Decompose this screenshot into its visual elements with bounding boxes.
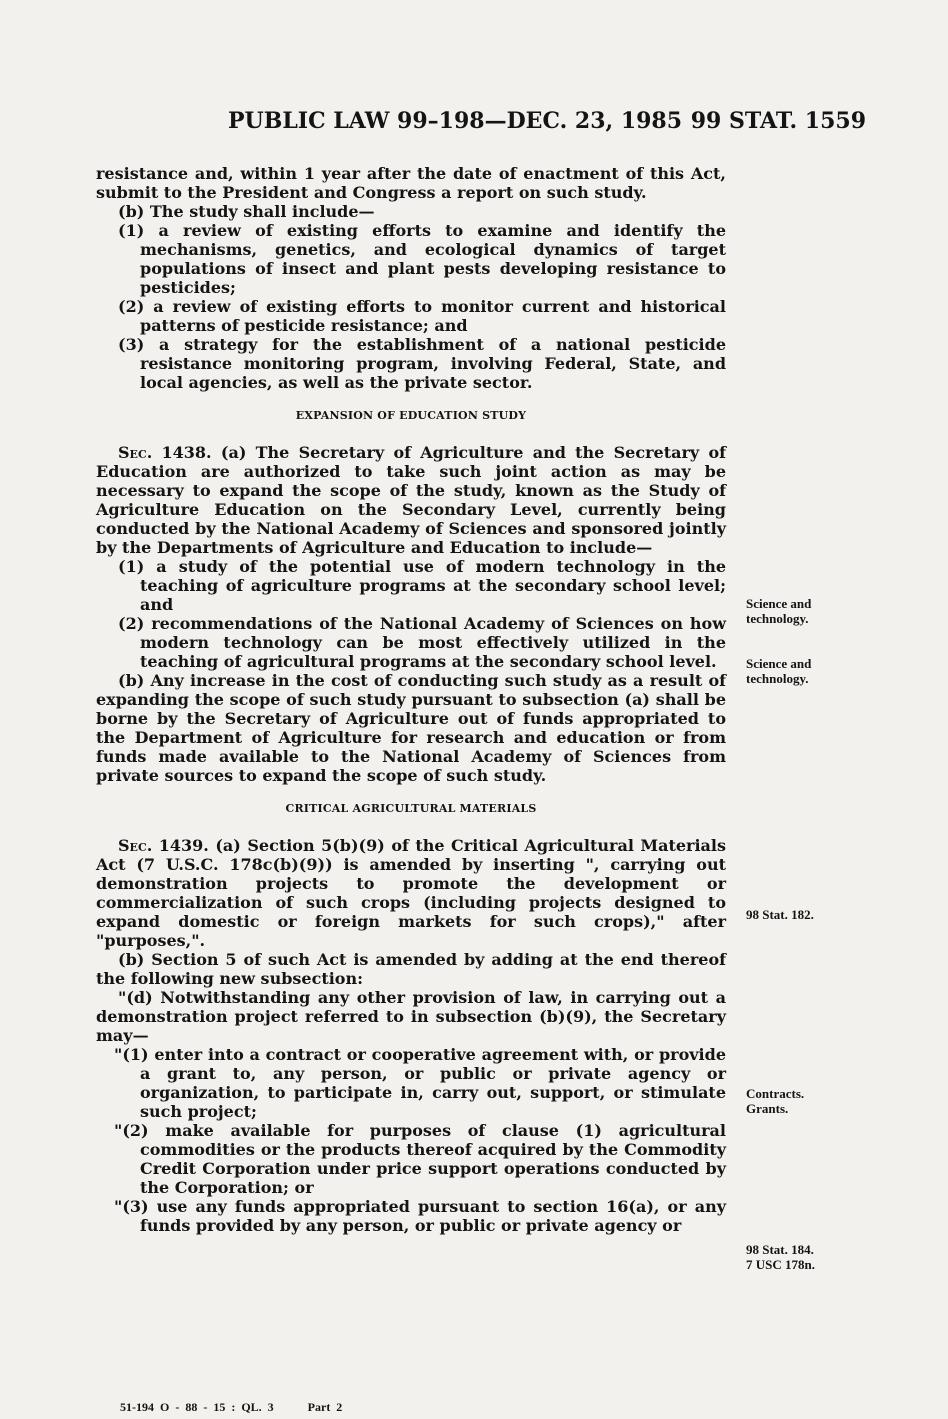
margin-note: 98 Stat. 182. — [746, 907, 814, 922]
section-number: Sec. 1438. — [118, 443, 212, 462]
margin-note: 98 Stat. 184. 7 USC 178n. — [746, 1242, 815, 1272]
paragraph: "(d) Notwithstanding any other provision of law, in carrying out a demonstration project referred to in subsection (b)(9), the Secretary may— — [96, 988, 726, 1045]
clause: (1) a review of existing efforts to examine and identify the mechanisms, genetics, and ecological dynamics of target populations of insect and plant pests developing resistance to pesticides; — [118, 221, 726, 297]
paragraph: (b) The study shall include— — [118, 202, 375, 221]
section-paragraph — [96, 443, 726, 557]
clause: "(3) use any funds appropriated pursuant to section 16(a), or any funds provided by any person, or public or private agency or — [114, 1197, 726, 1235]
clause: (1) a study of the potential use of modern technology in the teaching of agriculture programs at the secondary school level; and — [118, 557, 726, 614]
margin-note: Contracts. Grants. — [746, 1086, 805, 1116]
section-heading: EXPANSION OF EDUCATION STUDY — [295, 409, 527, 422]
section-paragraph — [96, 836, 726, 950]
section-text: (a) Section 5(b)(9) of the Critical Agricultural Materials Act (7 U.S.C. 178c(b)(9)) is amended by inserting ", carrying out demonstration projects to promote the development or commercialization of such crops (including projects designed to expand domestic or foreign markets for such crops)," after "purposes,". — [96, 836, 727, 950]
clause: (2) a review of existing efforts to monitor current and historical patterns of pesticide resistance; and — [118, 297, 726, 335]
margin-note: Science and technology. — [746, 656, 812, 686]
header-page-number: 99 STAT. 1559 — [690, 108, 866, 134]
footer-part: Part 2 — [307, 1400, 343, 1414]
document-body — [96, 164, 726, 1235]
paragraph: (b) Section 5 of such Act is amended by adding at the end thereof the following new subsection: — [96, 950, 726, 988]
section-text: (a) The Secretary of Agriculture and the Secretary of Education are authorized to take such joint action as may be necessary to expand the scope of the study, known as the Study of Agriculture Education on the Secondary Level, currently being conducted by the National Academy of Sciences and sponsored jointly by the Departments of Agriculture and Education to include— — [96, 443, 726, 557]
paragraph: resistance and, within 1 year after the date of enactment of this Act, submit to the President and Congress a report on such study. — [96, 164, 726, 202]
header-title: PUBLIC LAW 99–198—DEC. 23, 1985 — [228, 108, 683, 134]
section-heading: CRITICAL AGRICULTURAL MATERIALS — [285, 802, 537, 815]
clause: "(1) enter into a contract or cooperative agreement with, or provide a grant to, any person, or public or private agency or organization, to participate in, carry out, support, or stimulate such project; — [114, 1045, 726, 1121]
clause: (3) a strategy for the establishment of a national pesticide resistance monitoring program, involving Federal, State, and local agencies, as well as the private sector. — [118, 335, 726, 392]
clause: "(2) make available for purposes of clause (1) agricultural commodities or the products thereof acquired by the Commodity Credit Corporation under price support operations conducted by the Corporation; or — [114, 1121, 726, 1197]
section-number: Sec. 1439. — [118, 836, 209, 855]
printing-code-footer — [120, 1400, 370, 1415]
clause: (2) recommendations of the National Academy of Sciences on how modern technology can be most effectively utilized in the teaching of agricultural programs at the secondary school level. — [118, 614, 726, 671]
footer-code: 51-194 O - 88 - 15 : QL. 3 — [120, 1400, 274, 1414]
margin-note: Science and technology. — [746, 596, 812, 626]
paragraph: (b) Any increase in the cost of conducting such study as a result of expanding the scope of such study pursuant to subsection (a) shall be borne by the Secretary of Agriculture out of funds appropriated to the Department of Agriculture for research and education or from funds made available to the National Academy of Sciences from private sources to expand the scope of such study. — [96, 671, 726, 785]
